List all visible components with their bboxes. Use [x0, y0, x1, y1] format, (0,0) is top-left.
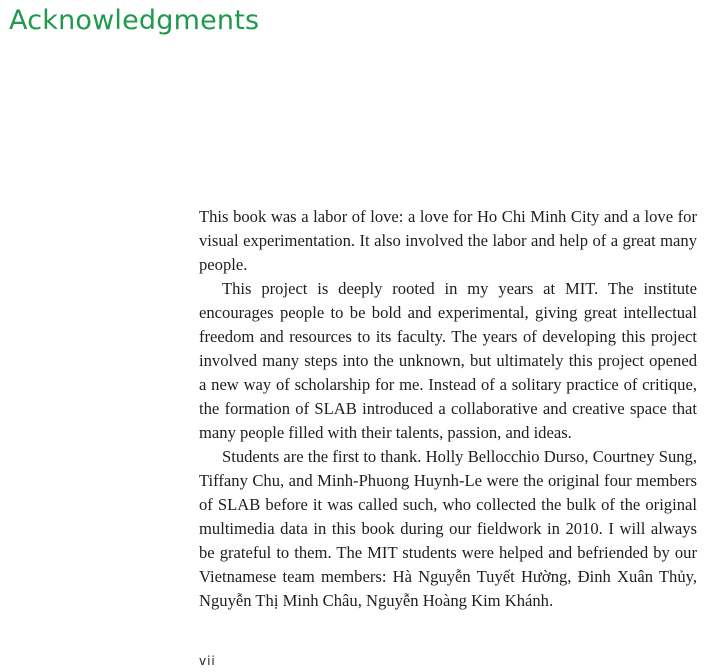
- page-heading: Acknowledgments: [9, 5, 260, 36]
- paragraph-2: This project is deeply rooted in my years at MIT. The institute encourages people to be bold and experimental, giving great intellectual freedom and resources to its faculty. The years of developing this project involved many steps into the unknown, but ultimately this project opened a new way of scholarship for me. Instead of a solitary practice of critique, the formation of SLAB introduced a collaborative and creative space that many people filled with their talents, passion, and ideas.: [199, 279, 697, 442]
- paragraph-1: This book was a labor of love: a love for Ho Chi Minh City and a love for visual experimentation. It also involved the labor and help of a great many people.: [199, 207, 697, 274]
- page-number: vii: [199, 654, 216, 668]
- paragraph-3: Students are the first to thank. Holly Bellocchio Durso, Courtney Sung, Tiffany Chu, and Minh-Phuong Huynh-Le were the original four members of SLAB before it was called such, who collected the bulk of the original multimedia data in this book during our fieldwork in 2010. I will always be grateful to them. The MIT students were helped and befriended by our Vietnamese team members: Hà Nguyễn Tuyết Hường, Đinh Xuân Thủy, Nguyễn Thị Minh Châu, Nguyễn Hoàng Kim Khánh.: [199, 447, 697, 610]
- body-text: [199, 205, 697, 613]
